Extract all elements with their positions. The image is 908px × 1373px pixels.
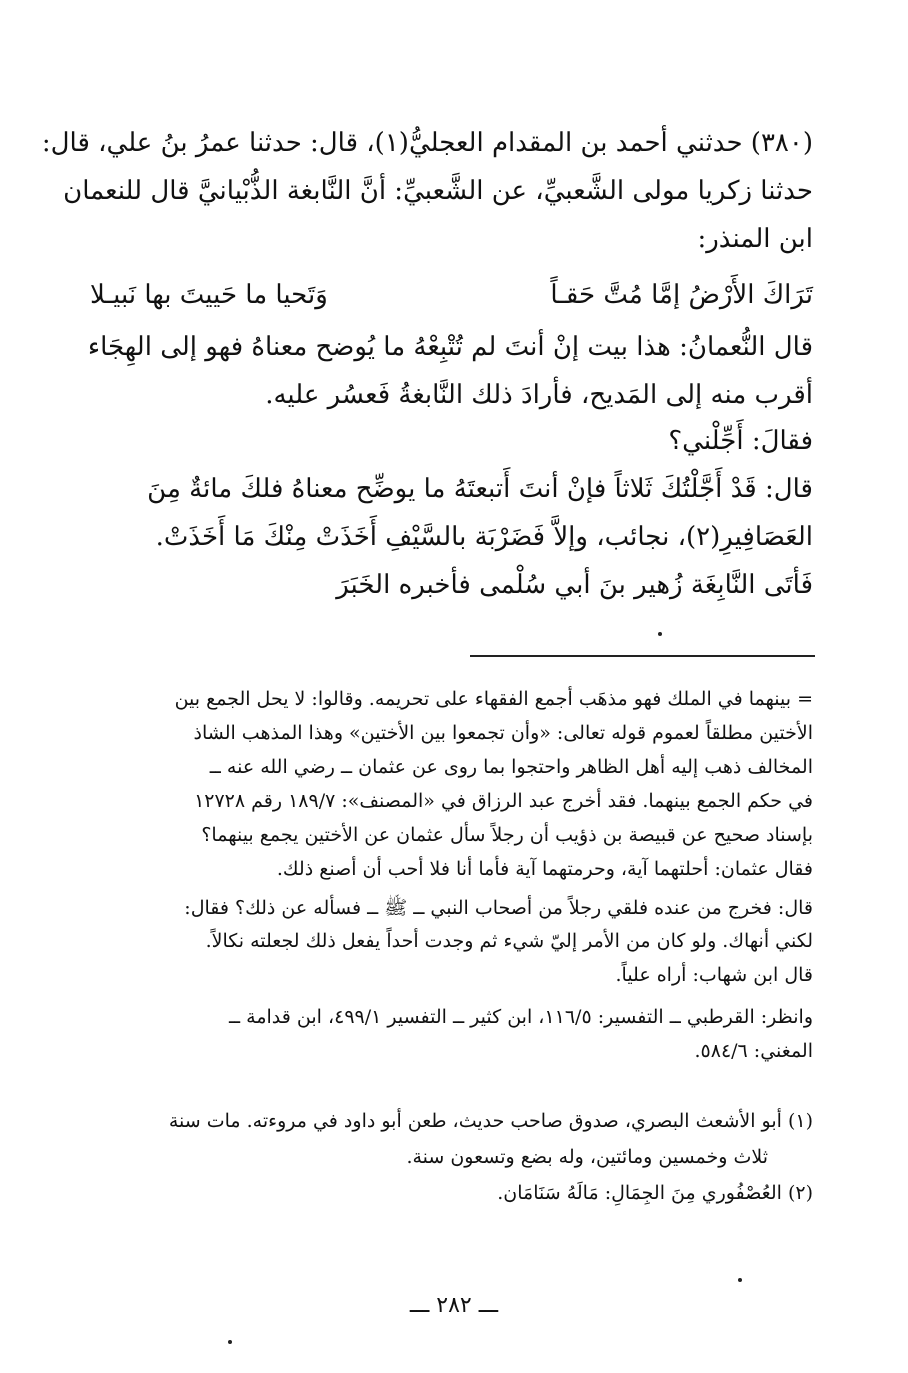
text-line: قال: قَدْ أَجَّلْتُكَ ثَلاثاً فإنْ أنتَ أَتبعتَهُ ما يوضِّح معناهُ فلكَ مائةٌ مِنَ <box>147 474 813 504</box>
text-line: قال النُّعمانُ: هذا بيت إنْ أنتَ لم تُتْبِعْهُ ما يُوضح معناهُ فهو إلى الهِجَاء <box>87 332 813 362</box>
footnote-separator <box>470 655 815 657</box>
text-line: أقرب منه إلى المَديح، فأرادَ ذلك النَّابغةُ فَعسُر عليه. <box>265 380 813 410</box>
verse-first-hemistich: تَرَاكَ الأَرْضُ إمَّا مُتَّ حَقـاً <box>550 280 813 310</box>
footnote-line: المغني: ٥٨٤/٦. <box>694 1040 813 1062</box>
poetry-verse <box>90 280 813 310</box>
footnote-line: قال ابن شهاب: أراه علياً. <box>615 964 813 986</box>
ink-dot <box>658 632 662 636</box>
text-line: العَصَافِيرِ(٢)، نجائب، وإلاَّ فَضَرْبَة بالسَّيْفِ أَخَذَتْ مِنْكَ مَا أَخَذَتْ. <box>155 522 813 552</box>
footnote-line: قال: فخرج من عنده فلقي رجلاً من أصحاب النبي ــ ﷺ ــ فسأله عن ذلك؟ فقال: <box>184 897 813 919</box>
ink-dot <box>738 1278 742 1282</box>
text-line: فَأتَى النَّابِغَة زُهير بنَ أبي سُلْمى فأخبره الخَبَرَ <box>336 570 813 600</box>
footnote-line: بإسناد صحيح عن قبيصة بن ذؤيب أن رجلاً سأل عثمان عن الأختين يجمع بينهما؟ <box>201 824 813 846</box>
footnote-line: = بينهما في الملك فهو مذهَب أجمع الفقهاء على تحريمه. وقالوا: لا يحل الجمع بين <box>174 688 813 710</box>
page-number: ـــ ٢٨٢ ـــ <box>409 1293 499 1318</box>
footnote-line: في حكم الجمع بينهما. فقد أخرج عبد الرزاق في «المصنف»: ١٨٩/٧ رقم ١٢٧٢٨ <box>194 790 813 812</box>
text-line: (٣٨٠) حدثني أحمد بن المقدام العجليُّ(١)، قال: حدثنا عمرُ بنُ علي، قال: <box>41 128 813 158</box>
text-line: حدثنا زكريا مولى الشَّعبيِّ، عن الشَّعبيِّ: أنَّ النَّابغة الذُّبْيانيَّ قال للنعمان <box>63 176 813 206</box>
footnote-line: وانظر: القرطبي ــ التفسير: ١١٦/٥، ابن كثير ــ التفسير ٤٩٩/١، ابن قدامة ــ <box>228 1006 813 1028</box>
footnote-line: فقال عثمان: أحلتهما آية، وحرمتهما آية فأما أنا فلا أحب أن أصنع ذلك. <box>276 858 813 880</box>
footnote-line: لكني أنهاك. ولو كان من الأمر إليّ شيء ثم وجدت أحداً يفعل ذلك لجعلته نكالاً. <box>205 930 813 952</box>
text-line: فقالَ: أَجِّلْني؟ <box>668 426 813 456</box>
footnote-line: الأختين مطلقاً لعموم قوله تعالى: «وأن تجمعوا بين الأختين» وهذا المذهب الشاذ <box>193 722 813 744</box>
footnote-2: (٢) العُصْفُوري مِنَ الجِمَالِ: مَالَهُ سَنَامَان. <box>497 1182 813 1204</box>
text-line: ابن المنذر: <box>697 224 813 254</box>
verse-second-hemistich: وَتَحيا ما حَييتَ بها نَبيـلا <box>90 280 328 310</box>
ink-dot <box>228 1340 232 1344</box>
footnote-1-continuation: ثلاث وخمسين ومائتين، وله بضع وتسعون سنة. <box>406 1146 768 1168</box>
footnote-1: (١) أبو الأشعث البصري، صدوق صاحب حديث، طعن أبو داود في مروءته. مات سنة <box>168 1110 813 1132</box>
footnote-line: المخالف ذهب إليه أهل الظاهر واحتجوا بما روى عن عثمان ــ رضي الله عنه ــ <box>209 756 813 778</box>
